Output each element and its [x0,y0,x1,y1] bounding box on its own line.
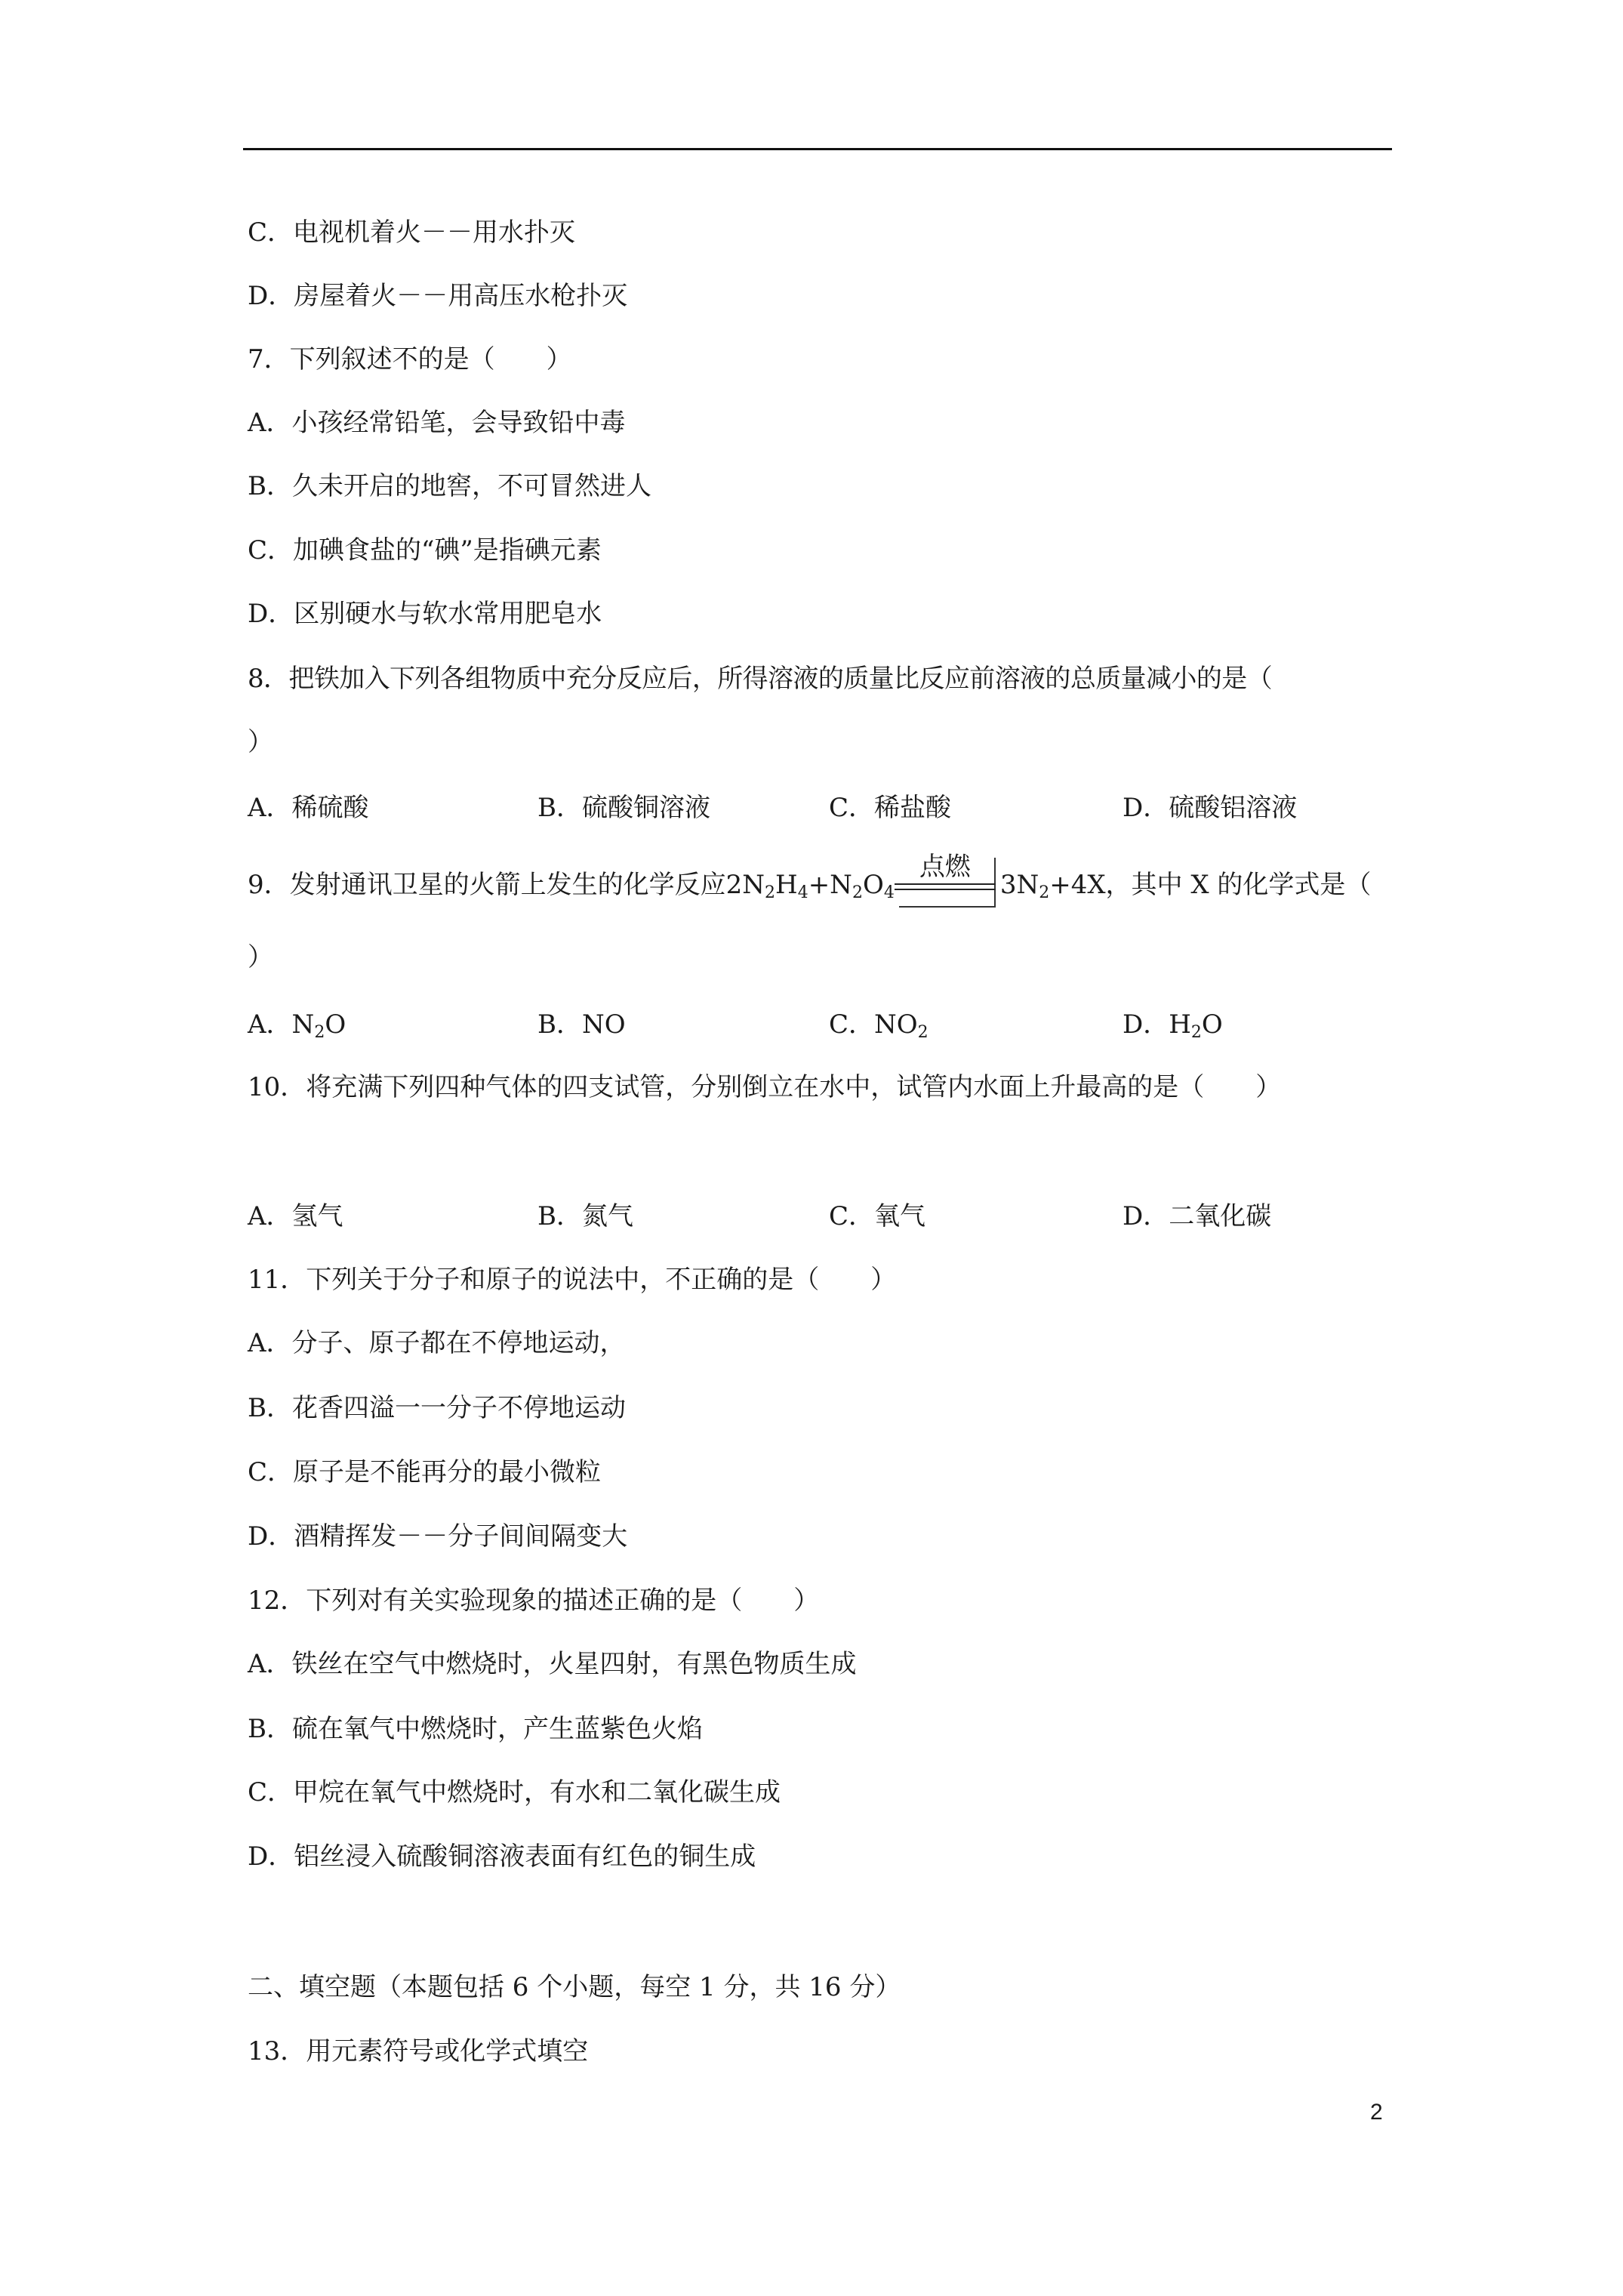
q11-option-c: C．原子是不能再分的最小微粒 [248,1457,602,1487]
q10-option-d: D．二氧化碳 [1123,1201,1272,1231]
q8-stem: 8．把铁加入下列各组物质中充分反应后，所得溶液的质量比反应前溶液的总质量减小的是（ [248,664,1273,694]
q7-stem: 7．下列叙述不的是（ ） [248,344,572,374]
header-rule [243,148,1392,150]
q6-option-d: D．房屋着火－－用高压水枪扑灭 [248,281,628,311]
q12-option-a: A．铁丝在空气中燃烧时，火星四射，有黑色物质生成 [248,1649,857,1679]
q7-option-d: D．区别硬水与软水常用肥皂水 [248,599,602,629]
q12-option-d: D．铝丝浸入硫酸铜溶液表面有红色的铜生成 [248,1841,756,1872]
reaction-condition-label: 点燃 [919,852,971,882]
q9-option-d: D．$H_2O$ [1123,1009,1223,1042]
q6-option-c: C．电视机着火－－用水扑灭 [248,217,576,248]
q8-stem-close: ） [248,727,273,757]
q9-stem [248,852,1372,902]
q10-option-b: B．氮气 [537,1201,633,1231]
q10-option-c: C．氧气 [829,1201,926,1231]
q12-stem: 12．下列对有关实验现象的描述正确的是（ ） [248,1586,820,1616]
q11-option-b: B．花香四溢一一分子不停地运动 [248,1393,626,1423]
q10-stem: 10．将充满下列四种气体的四支试管，分别倒立在水中，试管内水面上升最高的是（ ） [248,1072,1282,1102]
q8-option-b: B．硫酸铜溶液 [537,793,710,823]
q7-option-c: C．加碘食盐的“碘”是指碘元素 [248,535,602,566]
q13-stem: 13．用元素符号或化学式填空 [248,2036,589,2066]
q10-option-a: A．氢气 [248,1201,343,1231]
section-2-heading: 二、填空题（本题包括 6 个小题，每空 1 分，共 16 分） [248,1972,901,2002]
q11-option-a: A．分子、原子都在不停地运动， [248,1328,626,1358]
q9-stem-suffix: ，其中 X 的化学式是（ [1105,870,1372,900]
q11-option-d: D．酒精挥发－－分子间间隔变大 [248,1521,628,1552]
reaction-condition-box [895,852,1000,901]
q8-option-d: D．硫酸铝溶液 [1123,793,1298,823]
q12-option-b: B．硫在氧气中燃烧时，产生蓝紫色火焰 [248,1714,703,1744]
q8-option-a: A．稀硫酸 [248,793,369,823]
q11-stem: 11．下列关于分子和原子的说法中，不正确的是（ ） [248,1265,897,1295]
q9-equation-lhs: $2N_2H_4+N_2O_4$ [725,870,895,902]
q9-option-c: C．$NO_2$ [829,1009,929,1042]
q9-option-a: A．$N_2O$ [248,1009,346,1042]
q7-option-b: B．久未开启的地窖，不可冒然进人 [248,471,651,501]
q9-equation-rhs: $3N_2+4X$ [999,870,1106,902]
page-number: 2 [1370,2100,1383,2125]
q9-stem-prefix: 9．发射通讯卫星的火箭上发生的化学反应 [248,870,726,900]
q9-stem-close: ） [248,942,273,972]
q12-option-c: C．甲烷在氧气中燃烧时，有水和二氧化碳生成 [248,1777,781,1808]
q7-option-a: A．小孩经常铅笔，会导致铅中毒 [248,408,626,438]
q9-option-b: B．NO [537,1009,626,1040]
q8-option-c: C．稀盐酸 [829,793,952,823]
